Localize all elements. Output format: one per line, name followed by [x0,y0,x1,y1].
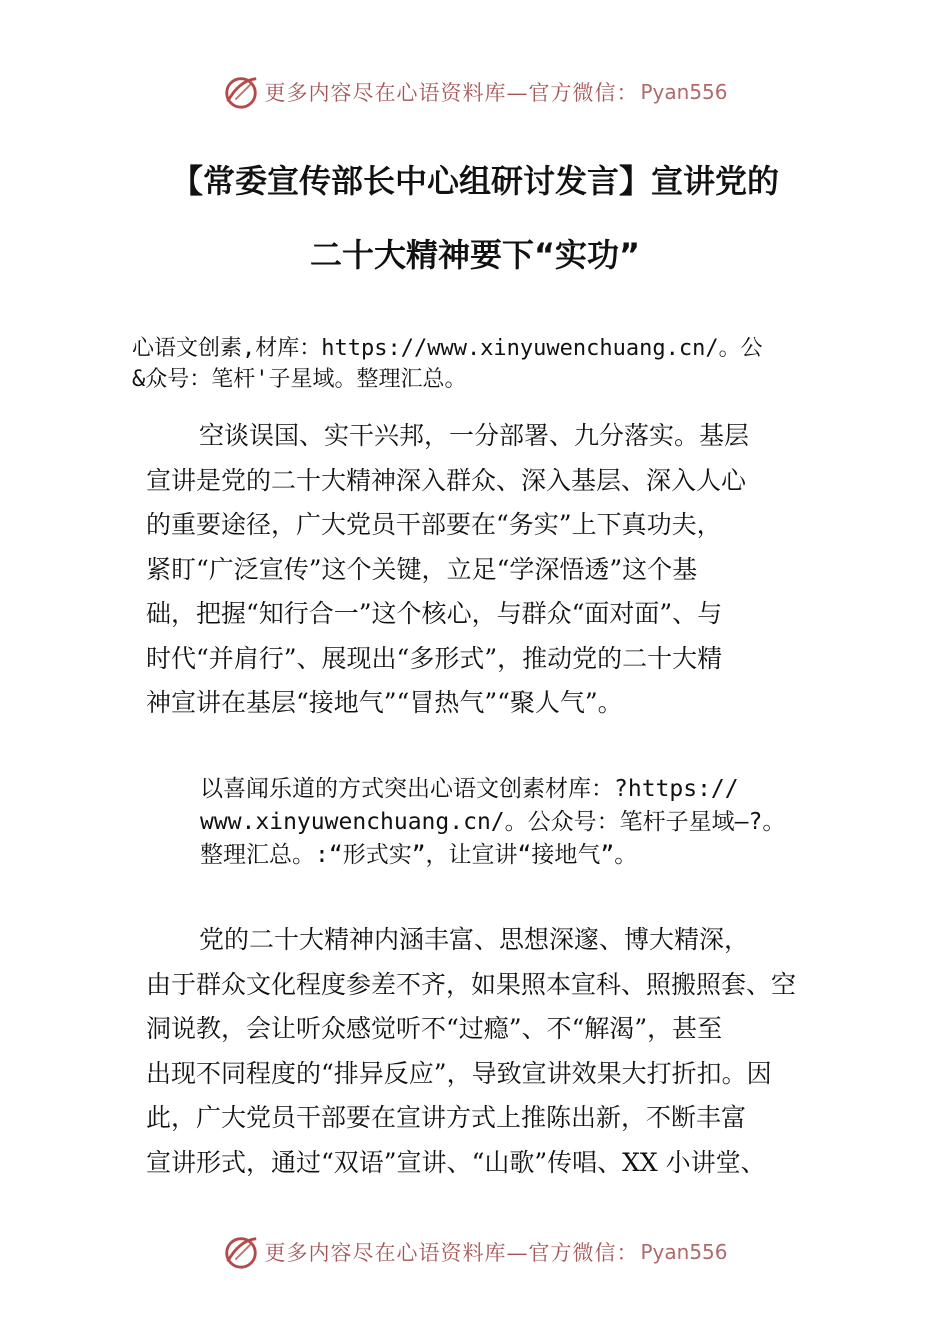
paragraph-line: 的重要途径，广大党员干部要在“务实”上下真功夫， [146,510,722,539]
body-paragraph-2 [146,918,846,1185]
brand-logo-icon [222,1233,260,1271]
intro-line: &众号：笔杆'子星域。整理汇总。 [132,367,467,392]
paragraph-line: 空谈误国、实干兴邦，一分部署、九分落实。基层 [199,421,750,450]
document-title-line1: 【常委宣传部长中心组研讨发言】宣讲党的 [170,162,779,200]
brand-logo-icon [222,73,260,111]
paragraph-line: 神宣讲在基层“接地气”“冒热气”“聚人气”。 [146,688,623,717]
document-title-line2: 二十大精神要下“实功” [309,236,641,274]
header-watermark-banner [0,70,950,114]
paragraph-line: 宣讲形式，通过“双语”宣讲、“山歌”传唱、XX 小讲堂、 [146,1147,766,1177]
footer-banner-text: 更多内容尽在心语资料库—官方微信： [264,1241,639,1265]
paragraph-line: 紧盯“广泛宣传”这个关键，立足“学深悟透”这个基 [146,554,698,584]
section-subheading [200,773,850,872]
paragraph-line: 由于群众文化程度参差不齐，如果照本宣科、照搬照套、空 [146,969,797,999]
subheading-line: 整理汇总。:“形式实”，让宣讲“接地气”。 [200,842,638,868]
header-wechat-id: Pyan556 [640,80,728,104]
paragraph-line: 党的二十大精神内涵丰富、思想深邃、博大精深， [199,925,750,954]
paragraph-line: 此，广大党员干部要在宣讲方式上推陈出新，不断丰富 [146,1103,747,1132]
subheading-line: 以喜闻乐道的方式突出心语文创素材库：?https:// [200,776,739,802]
paragraph-line: 础，把握“知行合一”这个核心，与群众“面对面”、与 [146,599,723,628]
intro-source-note [132,333,832,395]
intro-line: 心语文创素,材库：https://www.xinyuwenchuang.cn/。公 [132,336,763,361]
paragraph-line: 时代“并肩行”、展现出“多形式”，推动党的二十大精 [146,643,723,673]
footer-wechat-id: Pyan556 [640,1240,728,1264]
subheading-line: www.xinyuwenchuang.cn/。公众号：笔杆子星域—?。 [200,809,786,835]
paragraph-line: 宣讲是党的二十大精神深入群众、深入基层、深入人心 [146,465,747,495]
body-paragraph-1 [146,414,846,726]
paragraph-line: 出现不同程度的“排异反应”，导致宣讲效果大打折扣。因 [146,1058,772,1088]
paragraph-line: 洞说教，会让听众感觉听不“过瘾”、不“解渴”，甚至 [146,1014,723,1043]
header-banner-text: 更多内容尽在心语资料库—官方微信： [264,81,639,105]
footer-watermark-banner [0,1230,950,1274]
